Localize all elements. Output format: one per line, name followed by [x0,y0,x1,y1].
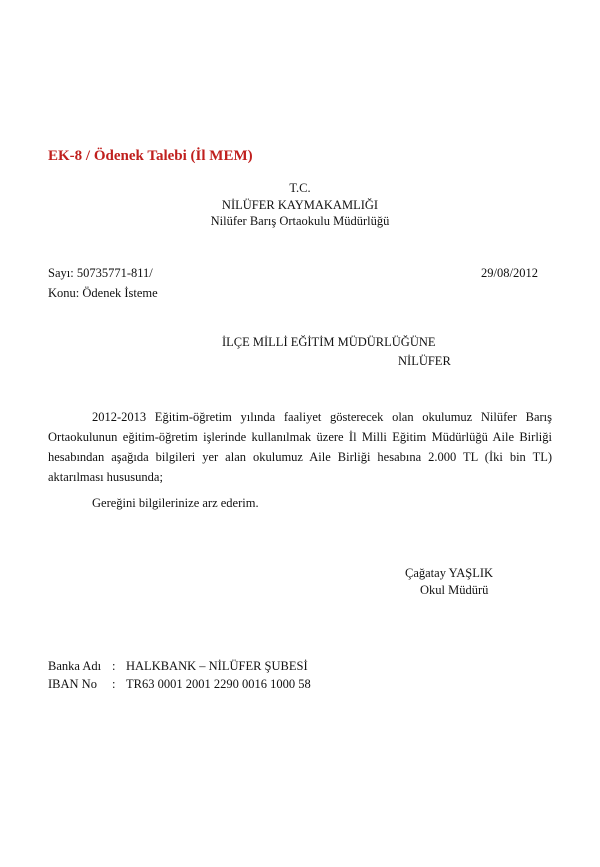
header-school: Nilüfer Barış Ortaokulu Müdürlüğü [210,214,390,228]
header-kaymakamlik: NİLÜFER KAYMAKAMLIĞI [221,198,379,212]
signatory-name: Çağatay YAŞLIK [405,566,494,580]
document-date: 29/08/2012 [481,266,538,280]
reference-number: Sayı: 50735771-811/ [48,266,153,280]
bank-label: Banka Adı [48,659,102,673]
subject-line: Konu: Ödenek İsteme [48,286,158,300]
bank-info-row [48,659,308,674]
iban-label: IBAN No [48,677,97,691]
iban-info-row [48,677,311,692]
attachment-title: EK-8 / Ödenek Talebi (İl MEM) [48,148,253,164]
recipient-office: İLÇE MİLLİ EĞİTİM MÜDÜRLÜĞÜNE [222,335,436,349]
recipient-district: NİLÜFER [398,354,451,368]
iban-value: TR63 0001 2001 2290 0016 1000 58 [126,677,311,691]
signatory-title: Okul Müdürü [420,583,489,597]
closing-line: Gereğini bilgilerinize arz ederim. [92,496,259,510]
iban-separator: : [112,677,116,691]
bank-value: HALKBANK – NİLÜFER ŞUBESİ [126,659,308,673]
bank-separator: : [112,659,116,673]
header-tc: T.C. [289,181,311,195]
body-paragraph: 2012-2013 Eğitim-öğretim yılında faaliyet gösterecek olan okulumuz Nilüfer Barış Ortaokulunun eğitim-öğretim işlerinde kullanılmak üzere İl Milli Eğitim Müdürlüğü Aile Birliği hesabından aşağıda bilgileri yer alan okulumuz Aile Birliği hesabına 2.000 TL (İki bin TL) aktarılması hususunda; [48,410,552,484]
